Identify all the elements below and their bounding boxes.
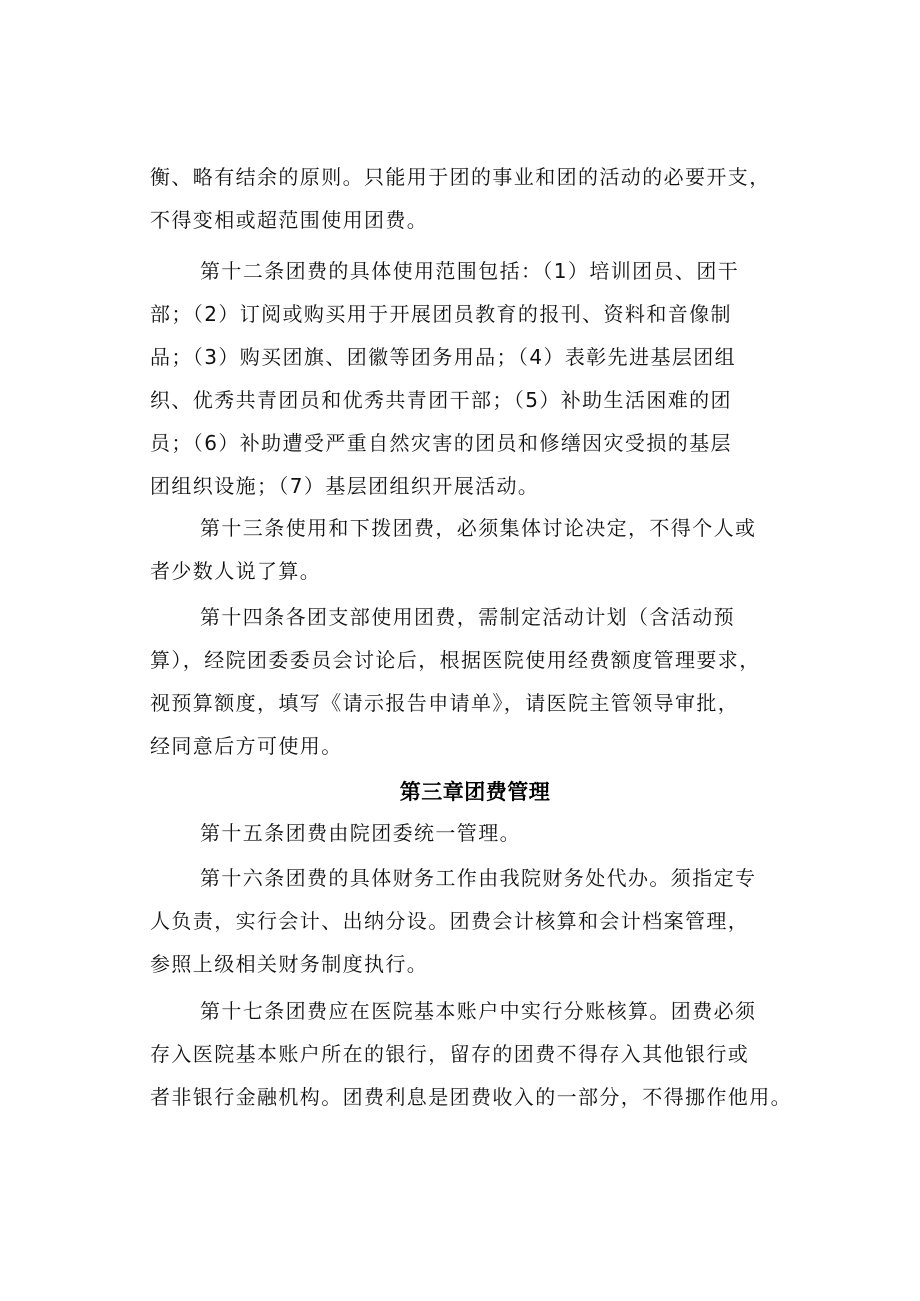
text-line: 第十三条使用和下拨团费，必须集体讨论决定，不得个人或: [200, 516, 757, 540]
text-line: 算），经院团委委员会讨论后，根据医院使用经费额度管理要求，: [150, 648, 761, 672]
text-line: 人负责，实行会计、出纳分设。团费会计核算和会计档案管理，: [150, 909, 750, 933]
paragraph-article-17: [150, 990, 800, 1119]
chapter-heading: 第三章团费管理: [399, 780, 551, 804]
text-line: 不得变相或超范围使用团费。: [150, 208, 429, 232]
text-line: 第十六条团费的具体财务工作由我院财务处代办。须指定专: [200, 866, 757, 890]
text-line: 经同意后方可使用。: [150, 734, 343, 758]
paragraph-article-15: [150, 812, 800, 855]
text-line: 团组织设施；（7）基层团组织开展活动。: [150, 474, 540, 498]
paragraph-continuation: [150, 156, 800, 242]
text-line: 第十七条团费应在医院基本账户中实行分账核算。团费必须: [200, 999, 757, 1023]
text-line: 员；（6）补助遭受严重自然灾害的团员和修缮因灾受损的基层: [150, 431, 732, 455]
paragraph-article-16: [150, 857, 800, 986]
text-line: 第十五条团费由院团委统一管理。: [200, 821, 521, 845]
text-line: 第十四条各团支部使用团费，需制定活动计划（含活动预: [200, 605, 735, 629]
text-line: 衡、略有结余的原则。只能用于团的事业和团的活动的必要开支，: [150, 165, 771, 189]
text-line: 织、优秀共青团员和优秀共青团干部；（5）补助生活困难的团: [150, 388, 732, 412]
paragraph-article-12: [150, 250, 800, 508]
text-line: 存入医院基本账户所在的银行，留存的团费不得存入其他银行或: [150, 1042, 750, 1066]
text-line: 第十二条团费的具体使用范围包括：（1）培训团员、团干: [200, 259, 740, 283]
text-line: 视预算额度，填写《请示报告申请单》，请医院主管领导审批，: [150, 691, 740, 715]
paragraph-article-13: [150, 507, 800, 593]
text-line: 参照上级相关财务制度执行。: [150, 952, 429, 976]
text-line: 者少数人说了算。: [150, 559, 322, 583]
text-line: 部；（2）订阅或购买用于开展团员教育的报刊、资料和音像制: [150, 302, 732, 326]
text-line: 品；（3）购买团旗、团徽等团务用品；（4）表彰先进基层团组: [150, 345, 737, 369]
paragraph-article-14: [150, 596, 800, 768]
text-line: 者非银行金融机构。团费利息是团费收入的一部分，不得挪作他用。: [150, 1085, 792, 1109]
